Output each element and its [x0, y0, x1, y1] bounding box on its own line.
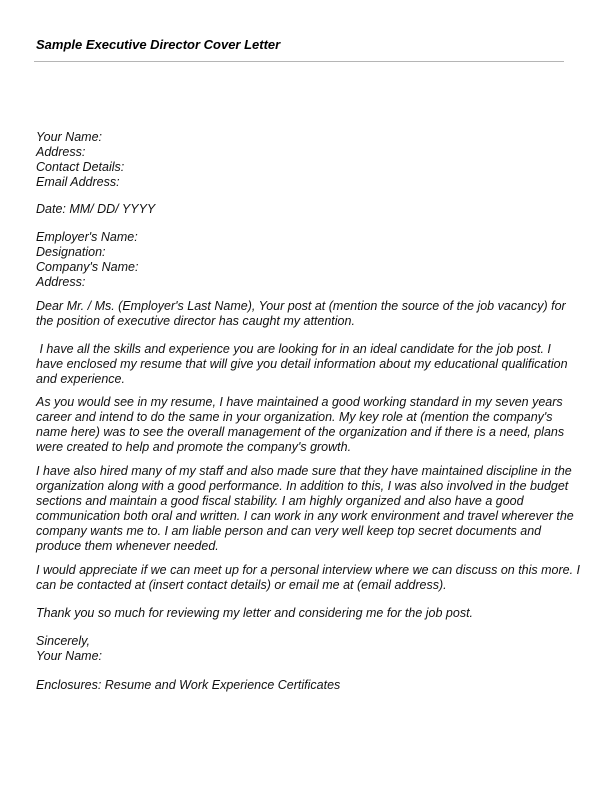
document-title: Sample Executive Director Cover Letter — [36, 37, 281, 52]
sender-name-line: Your Name: — [36, 130, 103, 144]
paragraph-line: I have all the skills and experience you are looking for in an ideal candidate for the job post. I — [36, 342, 551, 356]
sender-address-line: Address: — [36, 145, 86, 159]
paragraph-line: I have also hired many of my staff and also made sure that they have maintained discipline in the — [36, 464, 572, 478]
paragraph-line: have enclosed my resume that will give you detail information about my educational qualification — [36, 357, 568, 371]
paragraph-line: I would appreciate if we can meet up for a personal interview where we can discuss on this more. I — [36, 563, 581, 577]
paragraph-line: organization along with a good performance. In addition to this, I was also involved in the budget — [36, 479, 569, 493]
paragraph-interview — [36, 563, 581, 593]
recipient-name-line: Employer's Name: — [36, 230, 138, 244]
paragraph-experience — [36, 395, 566, 455]
recipient-address-line: Address: — [36, 275, 86, 289]
recipient-designation-line: Designation: — [36, 245, 106, 259]
recipient-company-line: Company's Name: — [36, 260, 139, 274]
paragraph-staff — [36, 464, 574, 554]
sender-contact-line: Contact Details: — [36, 160, 125, 174]
paragraph-line: sections and maintain a good fiscal stability. I am highly organized and also have a good — [36, 494, 524, 508]
closing-name: Your Name: — [36, 649, 103, 663]
title-divider — [34, 61, 564, 62]
closing-block — [36, 634, 566, 664]
paragraph-line: were created to help and promote the company's growth. — [36, 440, 352, 454]
paragraph-line: name here) was to see the overall management of the organization and if there is a need, plans — [36, 425, 565, 439]
paragraph-line: the position of executive director has caught my attention. — [36, 314, 355, 328]
enclosures-line: Enclosures: Resume and Work Experience Certificates — [36, 678, 341, 692]
paragraph-line: communication both oral and written. I can work in any work environment and travel wherever the — [36, 509, 574, 523]
paragraph-line: produce them whenever needed. — [36, 539, 219, 553]
paragraph-line: Thank you so much for reviewing my letter and considering me for the job post. — [36, 606, 474, 620]
closing-sincerely: Sincerely, — [36, 634, 90, 648]
sender-email-line: Email Address: — [36, 175, 120, 189]
paragraph-line: can be contacted at (insert contact details) or email me at (email address). — [36, 578, 447, 592]
paragraph-line: company wants me to. I am liable person and can very well keep top secret documents and — [36, 524, 542, 538]
paragraph-line: Dear Mr. / Ms. (Employer's Last Name), Your post at (mention the source of the job vacancy) for — [36, 299, 566, 313]
paragraph-skills — [36, 342, 566, 387]
paragraph-line: As you would see in my resume, I have maintained a good working standard in my seven years — [36, 395, 563, 409]
enclosures-block — [36, 678, 566, 693]
paragraph-salutation — [36, 299, 566, 329]
date-line: Date: MM/ DD/ YYYY — [36, 202, 156, 216]
sender-block — [36, 130, 566, 190]
date-block — [36, 202, 566, 217]
recipient-block — [36, 230, 566, 290]
paragraph-thanks — [36, 606, 566, 621]
paragraph-line: career and intend to do the same in your organization. My key role at (mention the company's — [36, 410, 553, 424]
paragraph-line: and experience. — [36, 372, 125, 386]
